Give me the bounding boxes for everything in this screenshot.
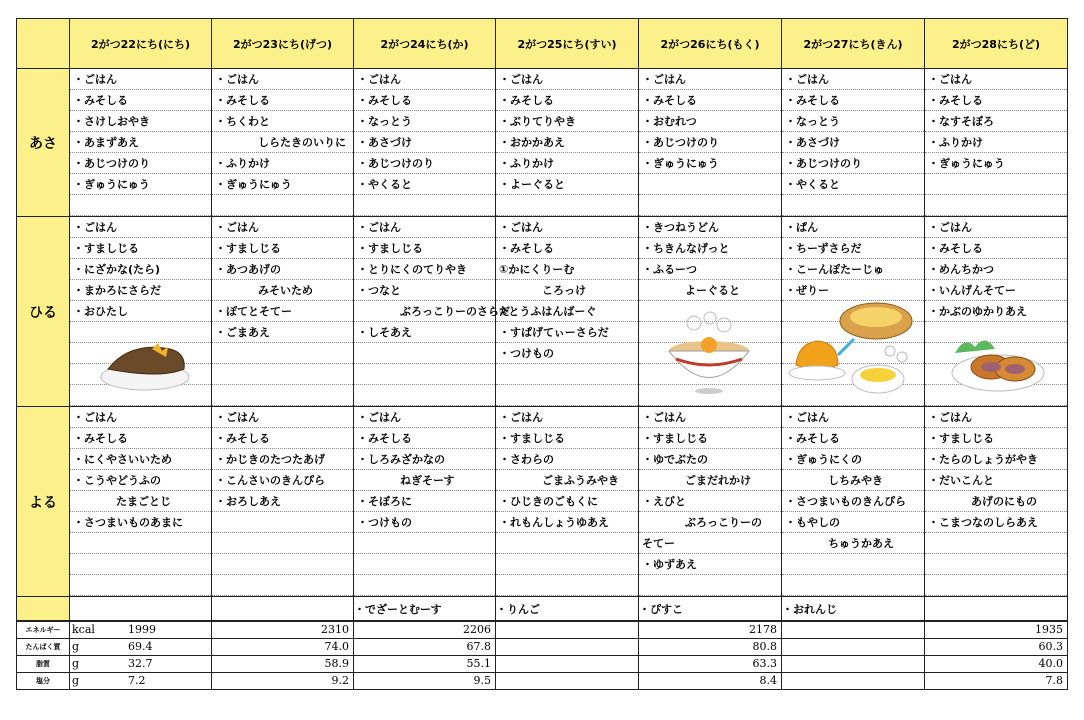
menu-item: ・あつあげの [212,259,353,280]
menu-item-list [639,69,781,216]
nutrition-value: 63.3 [752,657,777,670]
menu-item: ・かぶのゆかりあえ [925,301,1067,322]
nutrition-unit: g [72,674,80,687]
menu-item [496,195,638,216]
menu-item: ・ぎゅうにゅう [925,153,1067,174]
menu-item: ・にざかな(たら) [70,259,211,280]
nutrition-cell [639,673,782,690]
menu-item: ・おひたし [70,301,211,322]
menu-item: ・ぶりてりやき [496,111,638,132]
menu-item [925,554,1067,575]
menu-item: ・ゆでぶたの [639,449,781,470]
nutrition-cell [782,621,925,639]
menu-item [212,385,353,406]
menu-item: ・なすそぼろ [925,111,1067,132]
nutrition-label: 脂質 [17,656,70,673]
yoru-cell [354,407,496,597]
menu-item: ・さわらの [496,449,638,470]
menu-item: ・みそしる [639,90,781,111]
yoru-cell [639,407,782,597]
menu-item: ・こーんぽたーじゅ [782,259,924,280]
nutrition-cell [496,639,639,656]
menu-item: ・ちくわと [212,111,353,132]
menu-item: ・すましじる [70,238,211,259]
menu-item: ・あさづけ [354,132,495,153]
menu-item [212,533,353,554]
nutrition-label: エネルギー [17,621,70,639]
menu-item: ・めんちかつ [925,259,1067,280]
nutrition-cell [782,656,925,673]
dessert-cell: ・おれんじ [782,597,925,622]
menu-item: ・ごはん [782,69,924,90]
menu-item [70,533,211,554]
menu-item-list [212,217,353,406]
header-row [17,19,1068,69]
asa-cell [496,69,639,217]
nutrition-value: 80.8 [752,640,777,653]
menu-item: ・ぽてとそてー [212,301,353,322]
nutrition-value: 2206 [463,623,491,636]
hiru-cell [496,217,639,407]
asa-cell [639,69,782,217]
menu-item [639,174,781,195]
dessert-row [17,597,1068,622]
menu-item [212,575,353,596]
nutrition-cell [496,656,639,673]
menu-item: ・ふりかけ [496,153,638,174]
menu-item: ・ごはん [639,69,781,90]
dessert-cell: ・りんご [496,597,639,622]
dessert-cell [70,597,212,622]
nutrition-cell [639,656,782,673]
menu-item-list [496,69,638,216]
nutrition-value: 40.0 [1038,657,1063,670]
nutrition-cell [925,673,1068,690]
menu-item: ・ふるーつ [639,259,781,280]
menu-item [212,554,353,575]
nutrition-value: 2310 [321,623,349,636]
asa-cell [782,69,925,217]
menu-item: ねぎそーす [354,470,495,491]
menu-item: みそいため [212,280,353,301]
hiru-cell [70,217,212,407]
meal-label-hiru: ひる [17,217,70,407]
menu-item-list [925,407,1067,596]
menu-item [925,195,1067,216]
menu-item: ・あじつけのり [639,132,781,153]
menu-item: ・かじきのたつたあげ [212,449,353,470]
menu-item: ・さつまいものあまに [70,512,211,533]
menu-item: ・つけもの [496,343,638,364]
menu-item: ・ちーずさらだ [782,238,924,259]
hiru-cell [925,217,1068,407]
nutrition-value: 8.4 [759,674,777,687]
menu-item: ・ぎゅうにゅう [70,174,211,195]
menu-item: ぶろっこりーの [639,512,781,533]
menu-item: ・ごはん [925,407,1067,428]
menu-item: ・すぱげてぃーさらだ [496,322,638,343]
menu-item: ・つけもの [354,512,495,533]
menu-item: ・やくると [782,174,924,195]
menu-item: ・あまずあえ [70,132,211,153]
menu-item [354,364,495,385]
nutrition-cell [925,639,1068,656]
nutrition-row [17,656,1068,673]
nutrition-cell [639,639,782,656]
dessert-label-cell [17,597,70,622]
menu-item: ・おかかあえ [496,132,638,153]
menu-item: ・みそしる [212,90,353,111]
dessert-cell [212,597,354,622]
nutrition-unit: kcal [72,623,95,636]
menu-item-list [496,407,638,596]
menu-item: ・こまつなのしらあえ [925,512,1067,533]
nutrition-value: 7.2 [128,674,146,687]
nutrition-cell [70,639,212,656]
menu-item: ・みそしる [212,428,353,449]
menu-item [639,575,781,596]
nutrition-value: 32.7 [128,657,153,670]
menu-item: ・もやしの [782,512,924,533]
menu-item: ・ごはん [639,407,781,428]
menu-item: ・ごはん [925,217,1067,238]
menu-item: ・ゆずあえ [639,554,781,575]
meal-label-yoru: よる [17,407,70,597]
menu-item: ごまふうみやき [496,470,638,491]
menu-item: ・やくると [354,174,495,195]
menu-item: ・ぜりー [782,280,924,301]
menu-item: ・みそしる [925,90,1067,111]
menu-item: ・ごはん [354,69,495,90]
menu-item [70,575,211,596]
menu-item: ・たらのしょうがやき [925,449,1067,470]
menu-item [354,385,495,406]
menu-item: ・しそあえ [354,322,495,343]
menu-item: ・すましじる [496,428,638,449]
menu-item: ・おむれつ [639,111,781,132]
menu-item: ・つなと [354,280,495,301]
menu-item: ・ぱん [782,217,924,238]
menu-item-list [212,69,353,216]
menu-item: ・すましじる [354,238,495,259]
menu-item: ・ごまあえ [212,322,353,343]
nutrition-unit: g [72,640,80,653]
yoru-cell [70,407,212,597]
menu-item: ・みそしる [70,90,211,111]
menu-item: ・ごはん [925,69,1067,90]
menu-item: ・えびと [639,491,781,512]
menu-item: ・ぎゅうにゅう [212,174,353,195]
menu-item: ・すましじる [639,428,781,449]
nutrition-cell [212,639,354,656]
menu-item: ・あさづけ [782,132,924,153]
menu-item: そてー [639,533,781,554]
menu-item-list [782,69,924,216]
menu-item: ・とりにくのてりやき [354,259,495,280]
udon-bowl-icon [664,309,754,399]
day-header: 2がつ23にち(げつ) [212,19,354,69]
hiru-cell [782,217,925,407]
nutrition-value: 9.2 [331,674,349,687]
menu-item: ・にくやさいいため [70,449,211,470]
nutrition-cell [212,621,354,639]
menu-item [212,364,353,385]
menu-item: よーぐると [639,280,781,301]
menu-item [496,575,638,596]
menu-item: ・ごはん [70,69,211,90]
yoru-cell [782,407,925,597]
menu-item [782,554,924,575]
asa-cell [70,69,212,217]
menu-item: ころっけ [496,280,638,301]
menu-item: ・おろしあえ [212,491,353,512]
day-header: 2がつ26にち(もく) [639,19,782,69]
yoru-cell [496,407,639,597]
menu-item: ・ごはん [354,217,495,238]
nutrition-value: 60.3 [1038,640,1063,653]
menu-item [496,554,638,575]
asa-cell [212,69,354,217]
menu-item: ・なっとう [354,111,495,132]
menu-item-list [496,217,638,406]
nutrition-cell [70,673,212,690]
menu-item: ・ごはん [70,407,211,428]
nutrition-value: 74.0 [324,640,349,653]
nutrition-cell [354,673,496,690]
nutrition-cell [212,673,354,690]
menu-item: ・ごはん [354,407,495,428]
menu-item: ・ふりかけ [212,153,353,174]
nutrition-value: 67.8 [466,640,491,653]
nutrition-section [17,621,1068,690]
menu-item-list [354,69,495,216]
menu-item [496,533,638,554]
menu-item: ・あじつけのり [354,153,495,174]
dessert-cell [925,597,1068,622]
day-header: 2がつ28にち(ど) [925,19,1068,69]
menu-item: ・いんげんそてー [925,280,1067,301]
menu-item: ・なっとう [782,111,924,132]
nutrition-cell [639,621,782,639]
nutrition-value: 55.1 [466,657,491,670]
nutrition-value: 1999 [128,623,156,636]
asa-row [17,69,1068,217]
menu-item: しちみやき [782,470,924,491]
menu-item: ・みそしる [354,90,495,111]
nutrition-value: 7.8 [1045,674,1063,687]
menu-item: ・みそしる [782,428,924,449]
menu-item: ・ごはん [782,407,924,428]
menu-item [354,533,495,554]
menu-item: ぶろっこりーのさらだ [354,301,495,322]
menu-item [70,554,211,575]
menu-item: ・あじつけのり [70,153,211,174]
menu-item [496,385,638,406]
menu-item [212,512,353,533]
asa-cell [925,69,1068,217]
dessert-cell: ・でざーとむーす [354,597,496,622]
day-header: 2がつ27にち(きん) [782,19,925,69]
corner-cell [17,19,70,69]
nutrition-cell [354,639,496,656]
nutrition-cell [354,621,496,639]
day-header: 2がつ22にち(にち) [70,19,212,69]
nutrition-cell [212,656,354,673]
menu-item: ・さつまいものきんぴら [782,491,924,512]
dessert-cell: ・ぴすこ [639,597,782,622]
menu-item: ・みそしる [70,428,211,449]
menu-item: ・みそしる [925,238,1067,259]
nutrition-label: たんぱく質 [17,639,70,656]
grilled-fish-icon [100,335,190,393]
menu-item: ・ごはん [70,217,211,238]
menu-item: ・ごはん [212,217,353,238]
menu-item [212,343,353,364]
menu-item: ・みそしる [782,90,924,111]
menu-item: ・こうやどうふの [70,470,211,491]
menu-item [354,554,495,575]
menu-item [639,195,781,216]
menu-item [782,575,924,596]
meal-label-asa: あさ [17,69,70,217]
menu-item-list [354,217,510,406]
menu-item: ・あじつけのり [782,153,924,174]
menu-item: ・こんさいのきんぴら [212,470,353,491]
hiru-cell [354,217,510,407]
menu-item [496,364,638,385]
yoru-cell [212,407,354,597]
nutrition-value: 69.4 [128,640,153,653]
menu-item: ・すましじる [212,238,353,259]
nutrition-cell [354,656,496,673]
menu-item: ・ふりかけ [925,132,1067,153]
nutrition-row [17,639,1068,656]
menu-item: ・まかろにさらだ [70,280,211,301]
weekly-menu-table [16,18,1068,690]
menu-item [925,533,1067,554]
nutrition-cell [70,621,212,639]
menu-item: しらたきのいりに [212,132,353,153]
menu-item: ・ごはん [496,407,638,428]
menu-item: ・ごはん [496,69,638,90]
menu-item: たまごとじ [70,491,211,512]
hiru-row [17,217,1068,407]
menu-item: ・すましじる [925,428,1067,449]
nutrition-value: 58.9 [324,657,349,670]
menu-item: ・しろみざかなの [354,449,495,470]
day-header: 2がつ25にち(すい) [496,19,639,69]
menu-item: ・ごはん [212,407,353,428]
menu-item: ・ちきんなげっと [639,238,781,259]
hiru-cell [212,217,354,407]
menu-item [212,195,353,216]
menu-item: ・ごはん [496,217,638,238]
nutrition-row [17,673,1068,690]
menu-item-list [782,407,924,596]
menu-item: ・だいこんと [925,470,1067,491]
fried-cutlet-icon [951,329,1045,395]
nutrition-label: 塩分 [17,673,70,690]
yoru-row [17,407,1068,597]
asa-cell [354,69,496,217]
gratin-pudding-soup-icon [786,295,920,405]
nutrition-cell [925,656,1068,673]
menu-item-list [354,407,495,596]
menu-item: ちゅうかあえ [782,533,924,554]
menu-item: ごまだれかけ [639,470,781,491]
menu-item-list [925,69,1067,216]
menu-item: ・ぎゅうにゅう [639,153,781,174]
menu-item: ・よーぐると [496,174,638,195]
nutrition-cell [782,639,925,656]
nutrition-cell [782,673,925,690]
nutrition-unit: g [72,657,80,670]
nutrition-value: 2178 [749,623,777,636]
nutrition-cell [496,621,639,639]
nutrition-cell [925,621,1068,639]
menu-item: ・そぼろに [354,491,495,512]
menu-item: ・みそしる [496,90,638,111]
menu-item [354,575,495,596]
nutrition-cell [70,656,212,673]
menu-item: あげのにもの [925,491,1067,512]
day-header: 2がつ24にち(か) [354,19,496,69]
menu-item [782,195,924,216]
menu-item [354,195,495,216]
menu-item [70,195,211,216]
menu-item [354,343,495,364]
menu-item: ・みそしる [354,428,495,449]
menu-item: ・みそしる [496,238,638,259]
menu-item-list [70,69,211,216]
yoru-cell [925,407,1068,597]
menu-item [925,174,1067,195]
menu-item [925,575,1067,596]
menu-item-list [212,407,353,596]
menu-item: ・れもんしょうゆあえ [496,512,638,533]
menu-item: ①かにくりーむ [496,259,638,280]
menu-item: ・きつねうどん [639,217,781,238]
menu-item-list [639,407,781,596]
menu-item: ・ひじきのごもくに [496,491,638,512]
nutrition-cell [496,673,639,690]
nutrition-row [17,621,1068,639]
menu-item: ②とうふはんばーぐ [496,301,638,322]
nutrition-value: 1935 [1035,623,1063,636]
nutrition-value: 9.5 [473,674,491,687]
menu-item: ・ごはん [212,69,353,90]
menu-item: ・ぎゅうにくの [782,449,924,470]
hiru-cell [639,217,782,407]
menu-item: ・さけしおやき [70,111,211,132]
menu-item-list [70,407,211,596]
